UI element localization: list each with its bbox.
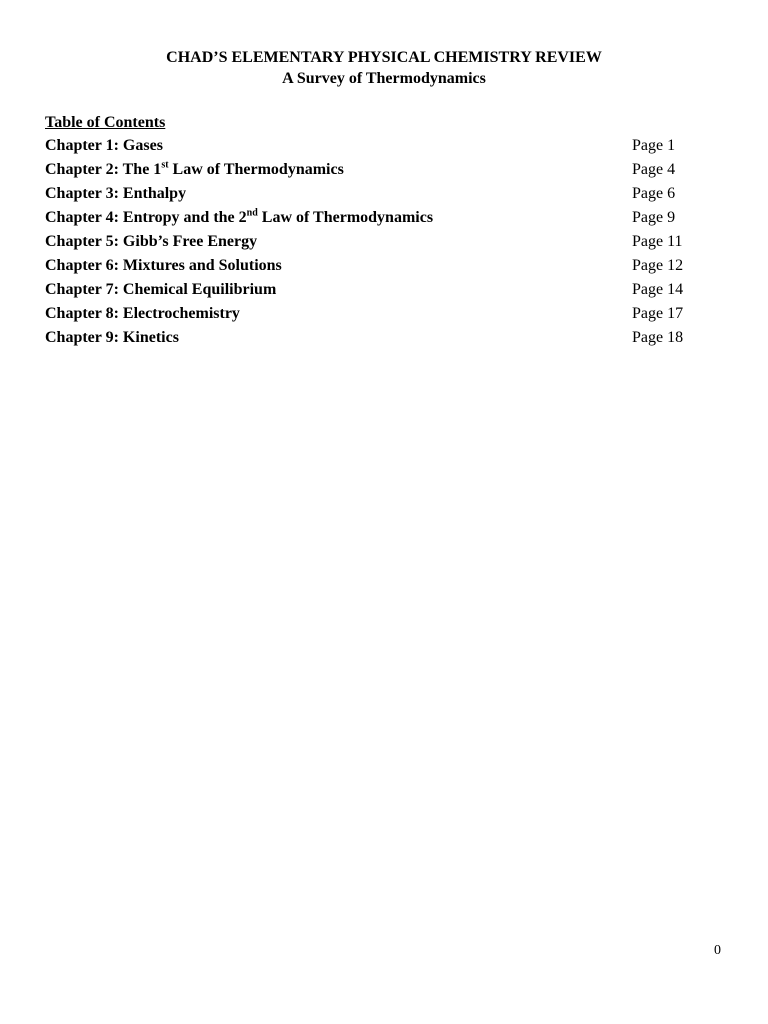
toc-entry-title: Chapter 4: Entropy and the 2nd Law of Thermodynamics [45,207,434,226]
toc-entry-chapter-2 [45,160,705,184]
document-subtitle: A Survey of Thermodynamics [282,70,486,87]
toc-entry-page: Page 18 [632,329,684,346]
toc-entry-chapter-6 [45,256,705,280]
toc-entry-title: Chapter 8: Electrochemistry [45,305,240,322]
toc-entry-title: Chapter 2: The 1st Law of Thermodynamics [45,159,344,178]
toc-entry-title: Chapter 9: Kinetics [45,329,179,346]
toc-heading: Table of Contents [45,114,166,131]
page-number: 0 [714,943,721,958]
toc-entry-chapter-3 [45,184,705,208]
toc-entry-chapter-4 [45,208,705,232]
toc-entry-page: Page 6 [632,185,676,202]
toc-entry-title: Chapter 7: Chemical Equilibrium [45,281,277,298]
toc-entry-page: Page 14 [632,281,684,298]
toc-entry-chapter-8 [45,304,705,328]
toc-entry-title: Chapter 1: Gases [45,137,163,154]
table-of-contents [45,136,705,352]
toc-entry-page: Page 11 [632,233,683,250]
document-title: CHAD’S ELEMENTARY PHYSICAL CHEMISTRY REVIEW [166,49,602,66]
document-header [0,47,768,89]
toc-entry-page: Page 17 [632,305,684,322]
toc-entry-chapter-9 [45,328,705,352]
toc-entry-page: Page 12 [632,257,684,274]
toc-entry-title: Chapter 6: Mixtures and Solutions [45,257,282,274]
toc-entry-chapter-5 [45,232,705,256]
toc-entry-title: Chapter 3: Enthalpy [45,185,187,202]
toc-entry-chapter-1 [45,136,705,160]
toc-entry-page: Page 4 [632,161,676,178]
toc-entry-chapter-7 [45,280,705,304]
toc-entry-page: Page 1 [632,137,676,154]
toc-entry-page: Page 9 [632,209,676,226]
toc-entry-title: Chapter 5: Gibb’s Free Energy [45,233,258,250]
